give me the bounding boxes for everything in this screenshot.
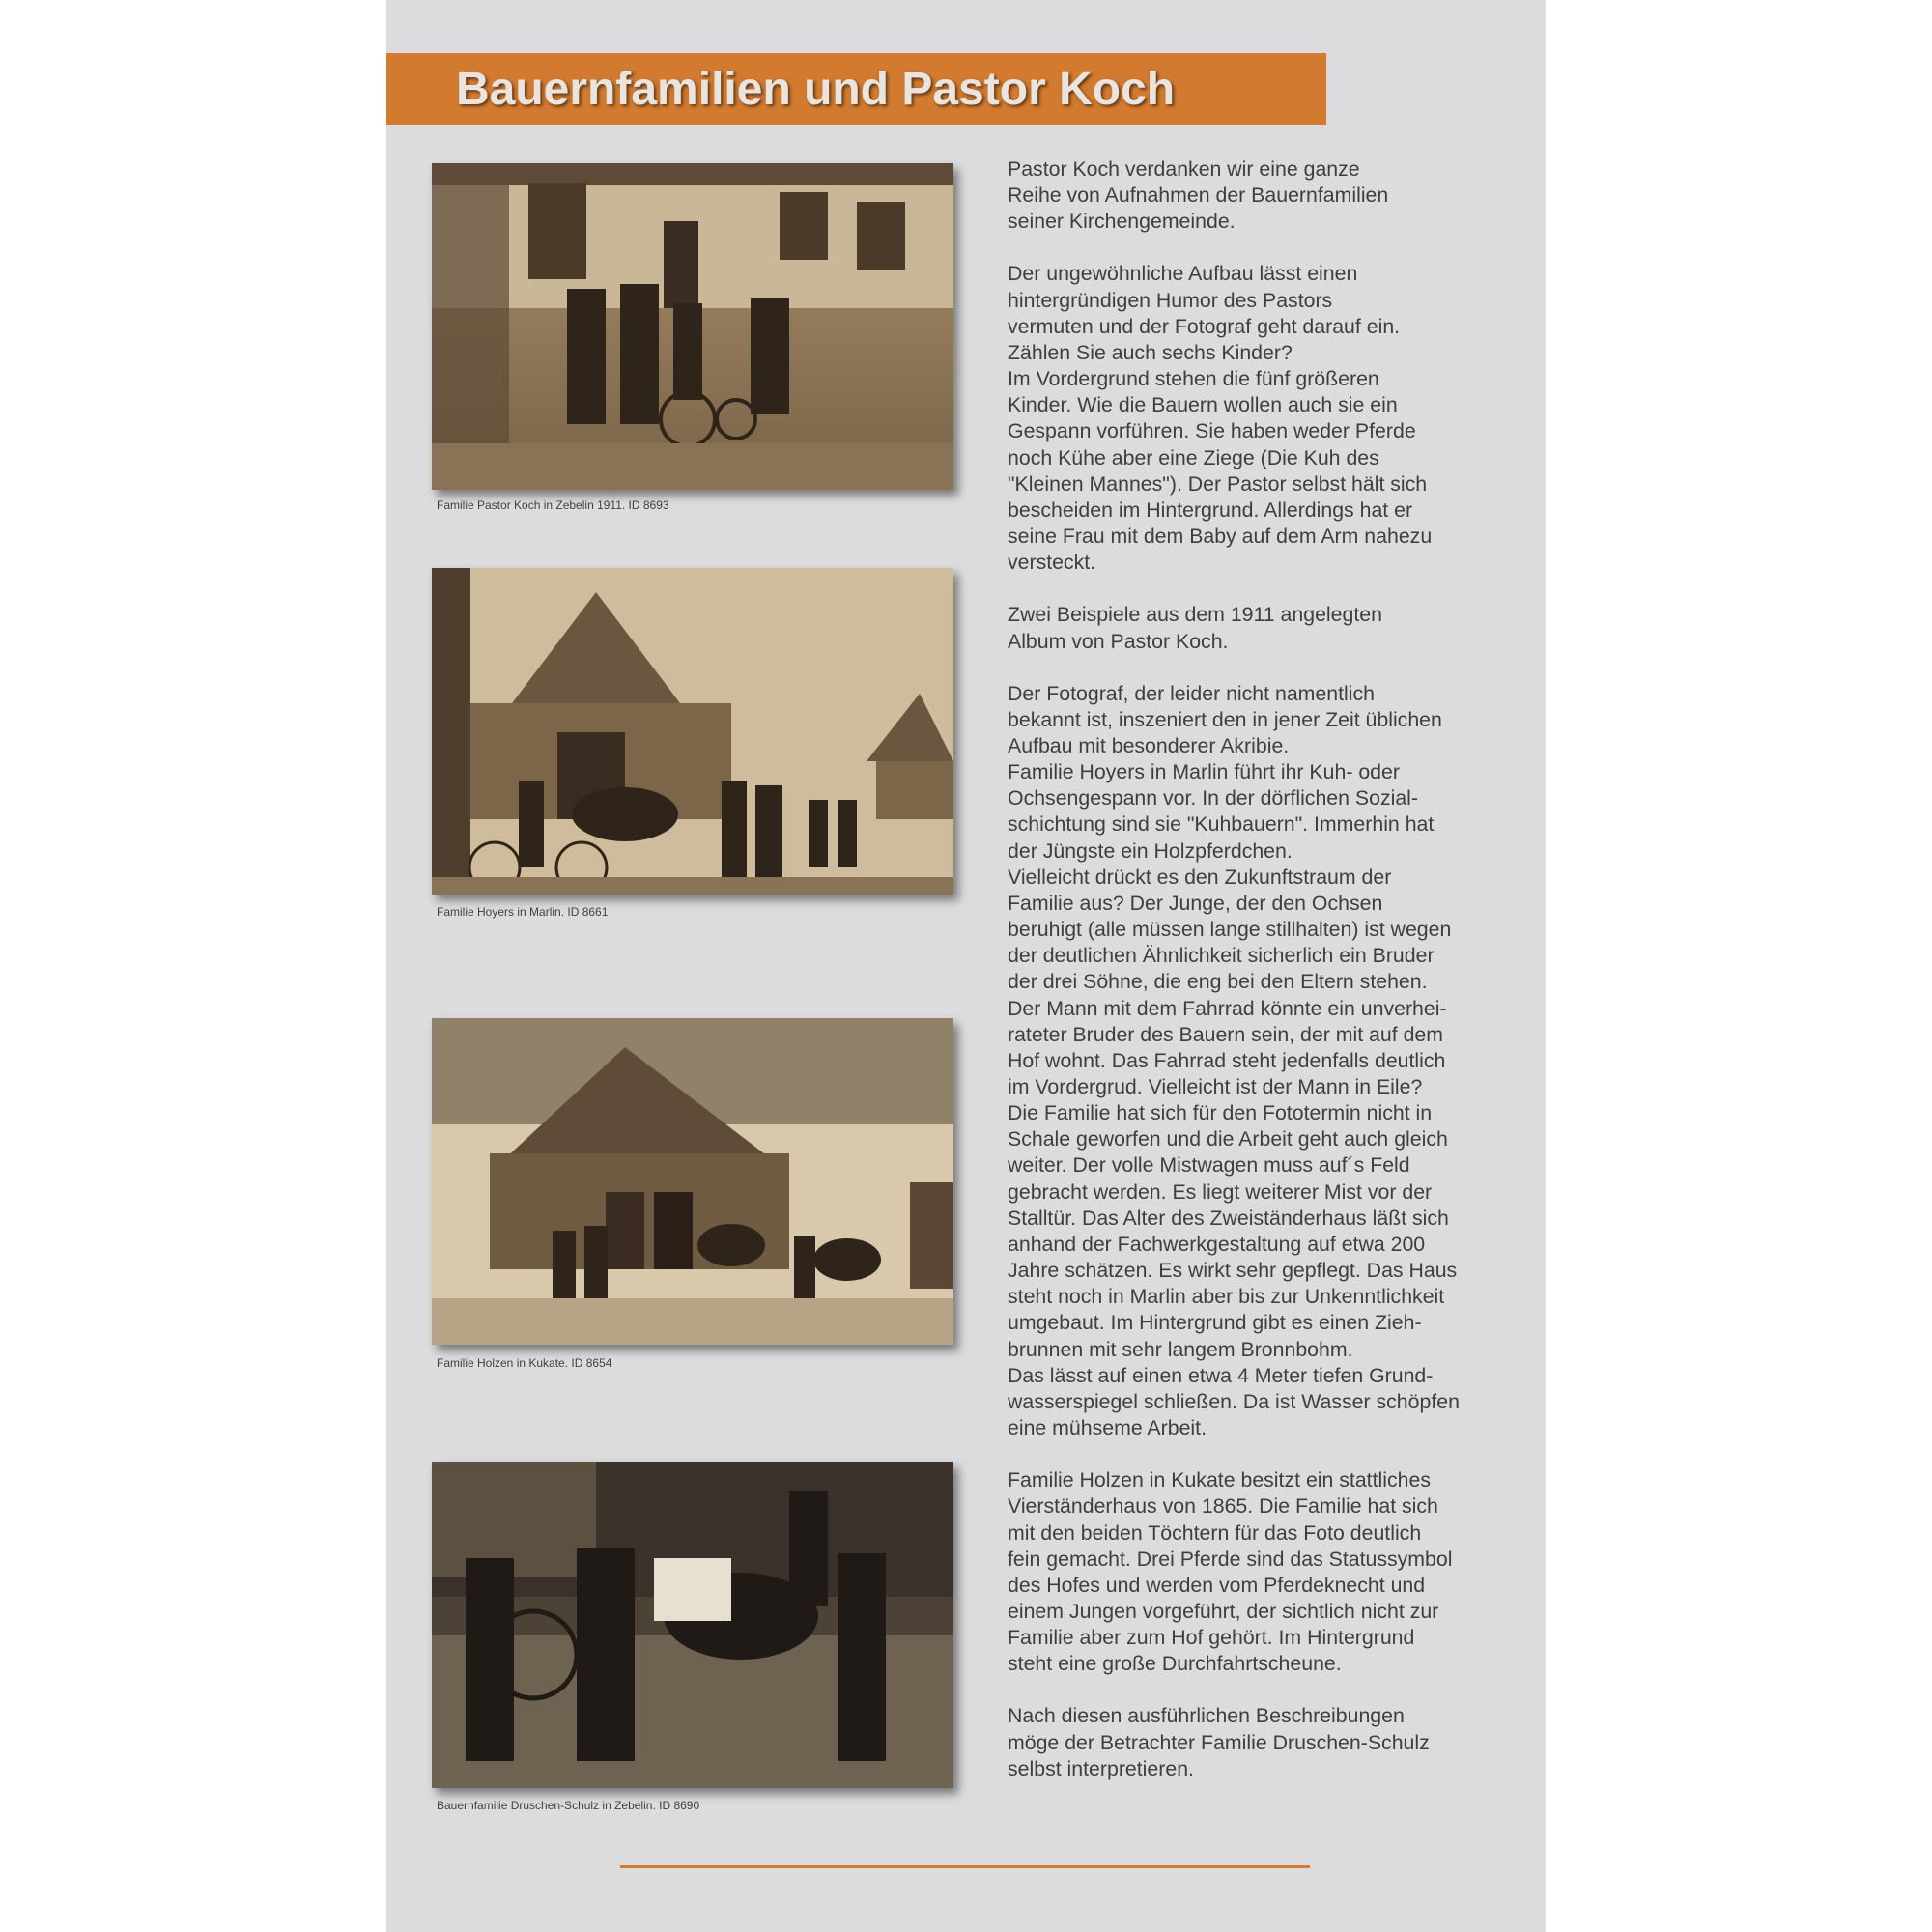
- text-line: Nach diesen ausführlichen Beschreibungen: [1008, 1704, 1405, 1728]
- text-line: Reihe von Aufnahmen der Bauernfamilien: [1008, 184, 1389, 208]
- text-line: Schale geworfen und die Arbeit geht auch gleich: [1008, 1127, 1448, 1151]
- photo-caption: Familie Hoyers in Marlin. ID 8661: [437, 905, 609, 919]
- text-line: selbst interpretieren.: [1008, 1756, 1194, 1780]
- text-line: möge der Betrachter Familie Druschen-Schulz: [1008, 1730, 1430, 1754]
- text-line: Kinder. Wie die Bauern wollen auch sie ein: [1008, 393, 1398, 417]
- text-line: im Vordergrud. Vielleicht ist der Mann in Eile?: [1008, 1075, 1423, 1098]
- text-line: bescheiden im Hintergrund. Allerdings hat er: [1008, 497, 1413, 522]
- text-line: Jahre schätzen. Es wirkt sehr gepflegt. Das Haus: [1008, 1259, 1458, 1283]
- photo-caption: Familie Pastor Koch in Zebelin 1911. ID 8693: [437, 498, 669, 512]
- paragraph-intro: [1008, 156, 1515, 235]
- paragraph-hoyers: [1008, 681, 1515, 1442]
- text-line: seiner Kirchengemeinde.: [1008, 210, 1236, 234]
- photo-caption: Familie Holzen in Kukate. ID 8654: [437, 1356, 612, 1370]
- text-line: Familie aus? Der Junge, der den Ochsen: [1008, 891, 1383, 915]
- text-line: bekannt ist, inszeniert den in jener Zeit üblichen: [1008, 707, 1442, 731]
- text-line: Album von Pastor Koch.: [1008, 629, 1229, 653]
- text-line: Vierständerhaus von 1865. Die Familie hat sich: [1008, 1494, 1438, 1519]
- text-line: Ochsengespann vor. In der dörflichen Sozial-: [1008, 786, 1419, 810]
- text-line: Stalltür. Das Alter des Zweiständerhaus läßt sich: [1008, 1206, 1449, 1230]
- bottom-divider: [620, 1865, 1310, 1868]
- text-line: mit den beiden Töchtern für das Foto deutlich: [1008, 1520, 1422, 1545]
- text-line: noch Kühe aber eine Ziege (Die Kuh des: [1008, 445, 1379, 469]
- text-line: des Hofes und werden vom Pferdeknecht und: [1008, 1573, 1426, 1597]
- sepia-photo-family-horse-cart: [432, 1462, 953, 1788]
- text-line: Im Vordergrund stehen die fünf größeren: [1008, 367, 1379, 391]
- photo-family-hoyers: [432, 568, 953, 895]
- paragraph-koch-family: [1008, 261, 1515, 576]
- photo-caption: Bauernfamilie Druschen-Schulz in Zebelin. ID 8690: [437, 1799, 700, 1812]
- text-line: der drei Söhne, die eng bei den Eltern stehen.: [1008, 970, 1428, 994]
- text-line: Zählen Sie auch sechs Kinder?: [1008, 340, 1293, 364]
- text-line: Gespann vorführen. Sie haben weder Pferde: [1008, 419, 1416, 443]
- text-line: gebracht werden. Es liegt weiterer Mist vor der: [1008, 1179, 1433, 1204]
- sepia-photo-large-farmhouse-horses: [432, 1018, 953, 1345]
- text-line: fein gemacht. Drei Pferde sind das Statussymbol: [1008, 1547, 1453, 1571]
- paragraph-closing: [1008, 1703, 1515, 1781]
- photo-family-druschen-schulz: [432, 1462, 953, 1788]
- text-line: versteckt.: [1008, 551, 1096, 575]
- text-line: eine mühseme Arbeit.: [1008, 1416, 1207, 1440]
- text-line: Die Familie hat sich für den Fototermin nicht in: [1008, 1101, 1433, 1125]
- text-line: Der Fotograf, der leider nicht namentlich: [1008, 681, 1375, 705]
- text-line: wasserspiegel schließen. Da ist Wasser schöpfen: [1008, 1389, 1460, 1413]
- text-line: Zwei Beispiele aus dem 1911 angelegten: [1008, 603, 1382, 627]
- text-line: "Kleinen Mannes"). Der Pastor selbst hält sich: [1008, 471, 1428, 496]
- paragraph-album: [1008, 602, 1515, 654]
- photo-family-pastor-koch: [432, 163, 953, 490]
- text-line: weiter. Der volle Mistwagen muss auf´s Feld: [1008, 1153, 1410, 1178]
- text-line: Vielleicht drückt es den Zukunftstraum der: [1008, 865, 1392, 889]
- text-line: Familie aber zum Hof gehört. Im Hintergrund: [1008, 1626, 1415, 1650]
- sepia-photo-farmhouse-ox-bicycle: [432, 568, 953, 895]
- text-line: steht eine große Durchfahrtscheune.: [1008, 1652, 1342, 1676]
- text-line: rateter Bruder des Bauern sein, der mit auf dem: [1008, 1022, 1444, 1046]
- text-line: steht noch in Marlin aber bis zur Unkenntlichkeit: [1008, 1285, 1445, 1309]
- sepia-photo-family-house-goat-cart: [432, 163, 953, 490]
- title-banner: [386, 53, 1326, 125]
- text-line: beruhigt (alle müssen lange stillhalten) ist wegen: [1008, 918, 1452, 942]
- text-line: Pastor Koch verdanken wir eine ganze: [1008, 157, 1360, 181]
- photo-family-holzen: [432, 1018, 953, 1345]
- text-line: schichtung sind sie "Kuhbauern". Immerhin hat: [1008, 812, 1435, 837]
- text-line: umgebaut. Im Hintergrund gibt es einen Zieh-: [1008, 1311, 1422, 1335]
- text-line: Der ungewöhnliche Aufbau lässt einen: [1008, 262, 1358, 286]
- text-line: vermuten und der Fotograf geht darauf ein.: [1008, 314, 1401, 338]
- text-line: der deutlichen Ähnlichkeit sicherlich ein Bruder: [1008, 944, 1435, 968]
- text-line: der Jüngste ein Holzpferdchen.: [1008, 838, 1293, 863]
- text-line: Familie Holzen in Kukate besitzt ein stattliches: [1008, 1468, 1431, 1492]
- text-line: hintergründigen Humor des Pastors: [1008, 288, 1333, 312]
- text-line: Familie Hoyers in Marlin führt ihr Kuh- oder: [1008, 760, 1400, 784]
- text-line: Das lässt auf einen etwa 4 Meter tiefen Grund-: [1008, 1363, 1434, 1387]
- paragraph-holzen: [1008, 1467, 1515, 1677]
- text-line: einem Jungen vorgeführt, der sichtlich nicht zur: [1008, 1599, 1439, 1623]
- page-title: Bauernfamilien und Pastor Koch: [456, 64, 1176, 115]
- text-line: Der Mann mit dem Fahrrad könnte ein unverhei-: [1008, 996, 1447, 1020]
- text-line: brunnen mit sehr langem Bronnbohm.: [1008, 1337, 1353, 1361]
- article-text: [1008, 156, 1515, 1808]
- text-line: Aufbau mit besonderer Akribie.: [1008, 733, 1290, 757]
- text-line: Hof wohnt. Das Fahrrad steht jedenfalls deutlich: [1008, 1048, 1446, 1072]
- text-line: seine Frau mit dem Baby auf dem Arm nahezu: [1008, 525, 1433, 549]
- text-line: anhand der Fachwerkgestaltung auf etwa 200: [1008, 1232, 1426, 1256]
